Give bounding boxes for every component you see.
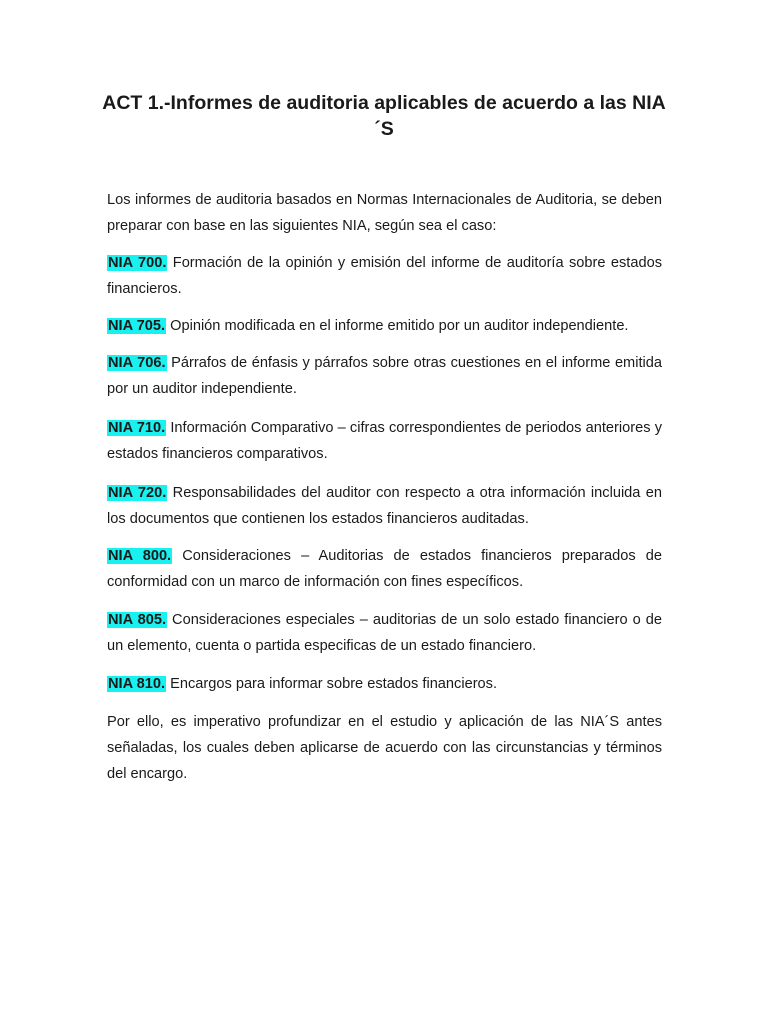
nia-805-tag: NIA 805. (108, 612, 167, 628)
nia-805-text: Consideraciones especiales – auditorias de un solo estado financiero o de un elemento, cuenta o partida especificas de un estado financiero. (107, 612, 662, 654)
nia-810-item (107, 671, 662, 697)
nia-706-item (107, 350, 662, 402)
nia-720-item (107, 480, 662, 532)
nia-800-tag: NIA 800. (108, 548, 172, 564)
closing-paragraph: Por ello, es imperativo profundizar en el estudio y aplicación de las NIA´S antes señaladas, los cuales deben aplicarse de acuerdo con las circunstancias y términos del encargo. (107, 714, 662, 782)
nia-710-text: Información Comparativo – cifras correspondientes de periodos anteriores y estados financieros comparativos. (107, 420, 662, 462)
intro-paragraph: Los informes de auditoria basados en Normas Internacionales de Auditoria, se deben preparar con base en las siguientes NIA, según sea el caso: (107, 192, 662, 234)
nia-720-tag: NIA 720. (108, 485, 167, 501)
nia-805-item (107, 607, 662, 659)
document-title: ACT 1.-Informes de auditoria aplicables de acuerdo a las NIA´S (102, 92, 666, 140)
nia-700-tag: NIA 700. (108, 255, 167, 271)
nia-705-item (107, 313, 662, 339)
nia-710-item (107, 415, 662, 467)
nia-705-text: Opinión modificada en el informe emitido por un auditor independiente. (166, 318, 629, 334)
nia-706-text: Párrafos de énfasis y párrafos sobre otras cuestiones en el informe emitida por un auditor independiente. (107, 355, 662, 397)
nia-720-text: Responsabilidades del auditor con respecto a otra información incluida en los documentos que contienen los estados financieros auditadas. (107, 485, 662, 527)
nia-810-tag: NIA 810. (108, 676, 166, 692)
nia-800-text: Consideraciones – Auditorias de estados financieros preparados de conformidad con un marco de información con fines específicos. (107, 548, 662, 590)
nia-810-text: Encargos para informar sobre estados financieros. (166, 676, 498, 692)
nia-706-tag: NIA 706. (108, 355, 166, 371)
nia-800-item (107, 543, 662, 595)
nia-700-item (107, 250, 662, 302)
nia-700-text: Formación de la opinión y emisión del informe de auditoría sobre estados financieros. (107, 255, 662, 297)
nia-705-tag: NIA 705. (108, 318, 166, 334)
nia-710-tag: NIA 710. (108, 420, 166, 436)
